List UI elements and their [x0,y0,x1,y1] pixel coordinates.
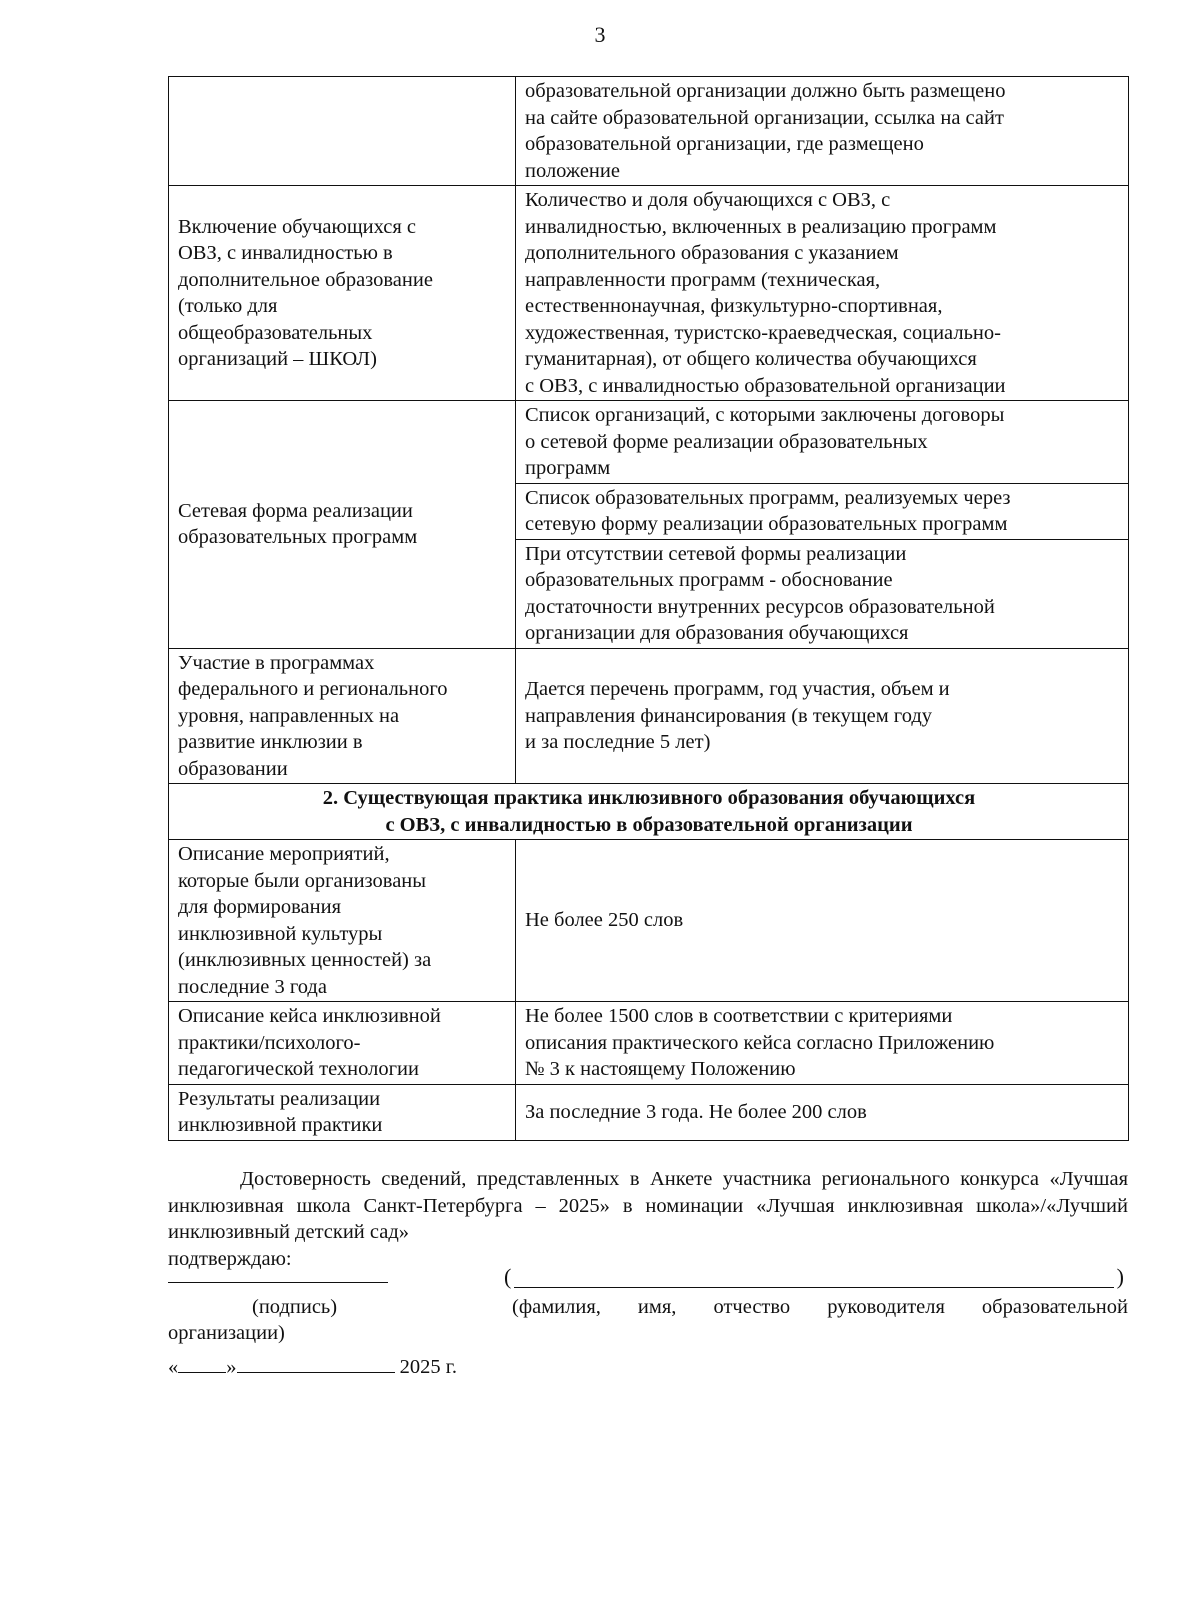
row3-right-cell-b: Список образовательных программ, реализуемых через сетевую форму реализации образовательных программ [516,483,1129,539]
signature-line [168,1282,388,1283]
full-name-line [504,1266,1124,1292]
confirmation-block [168,1166,1128,1272]
table-row-practice-results [169,1084,1129,1140]
row5-left-cell: Описание мероприятий, которые были организованы для формирования инклюзивной культуры (инклюзивных ценностей) за последние 3 года [169,840,516,1002]
row1-left-cell [169,77,516,186]
page-number: 3 [594,22,606,47]
date-open-quote: « [168,1356,179,1378]
row3-right-cell-a: Список организаций, с которыми заключены договоры о сетевой форме реализации образовательных программ [516,401,1129,484]
row2-left-cell: Включение обучающихся с ОВЗ, с инвалидностью в дополнительное образование (только для общеобразовательных организаций – ШКОЛ) [169,186,516,401]
section-2-heading: 2. Существующая практика инклюзивного образования обучающихся с ОВЗ, с инвалидностью в образовательной организации [169,784,1129,840]
table-row-site-link [169,77,1129,186]
name-rule [514,1287,1114,1288]
row1-right-cell: образовательной организации должно быть размещено на сайте образовательной организации, ссылка на сайт образовательной организации, где размещено положение [516,77,1129,186]
row6-left-cell: Описание кейса инклюзивной практики/психолого- педагогической технологии [169,1002,516,1085]
row5-right-cell: Не более 250 слов [516,840,1129,1002]
date-close-quote: » [226,1356,237,1378]
signature-caption: (подпись) [252,1296,338,1318]
date-year: 2025 г. [399,1356,457,1378]
date-line [168,1354,457,1379]
row3-left-cell: Сетевая форма реализации образовательных программ [169,401,516,649]
row7-left-cell: Результаты реализации инклюзивной практики [169,1084,516,1140]
table-row-programs-participation [169,648,1129,784]
row2-right-cell: Количество и доля обучающихся с ОВЗ, с инвалидностью, включенных в реализацию программ дополнительного образования с указанием направленности программ (техническая, естественнонаучная, физкультурно-спортивная, художественная, туристско-краеведческая, социально- гуманитарная), от общего количества обучающихся с ОВЗ, с инвалидностью образовательной организации [516,186,1129,401]
row6-right-cell: Не более 1500 слов в соответствии с критериями описания практического кейса согласно Приложению № 3 к настоящему Положению [516,1002,1129,1085]
month-blank [237,1354,395,1373]
table-row-case-description [169,1002,1129,1085]
section-2-header-row [169,784,1129,840]
table-row-additional-education [169,186,1129,401]
name-left-paren: ( [504,1264,512,1289]
application-form-table [168,76,1129,1141]
name-caption-continuation: организации) [168,1322,285,1344]
table-row-inclusive-culture-events [169,840,1129,1002]
confirmation-word: подтверждаю: [168,1247,292,1270]
row4-left-cell: Участие в программах федерального и регионального уровня, направленных на развитие инклюзии в образовании [169,648,516,784]
name-right-paren: ) [1116,1264,1124,1289]
row4-right-cell: Дается перечень программ, год участия, объем и направления финансирования (в текущем году и за последние 5 лет) [516,648,1129,784]
table-row-network-form-a [169,401,1129,484]
name-caption: (фамилия, имя, отчество руководителя образовательной [512,1296,1128,1318]
row7-right-cell: За последние 3 года. Не более 200 слов [516,1084,1129,1140]
day-blank [178,1354,226,1373]
row3-right-cell-c: При отсутствии сетевой формы реализации образовательных программ - обоснование достаточности внутренних ресурсов образовательной организации для образования обучающихся [516,539,1129,648]
confirmation-paragraph: Достоверность сведений, представленных в Анкете участника регионального конкурса «Лучшая инклюзивная школа Санкт-Петербурга – 2025» в номинации «Лучшая инклюзивная школа»/«Лучший инклюзивный детский сад» [168,1168,1128,1243]
